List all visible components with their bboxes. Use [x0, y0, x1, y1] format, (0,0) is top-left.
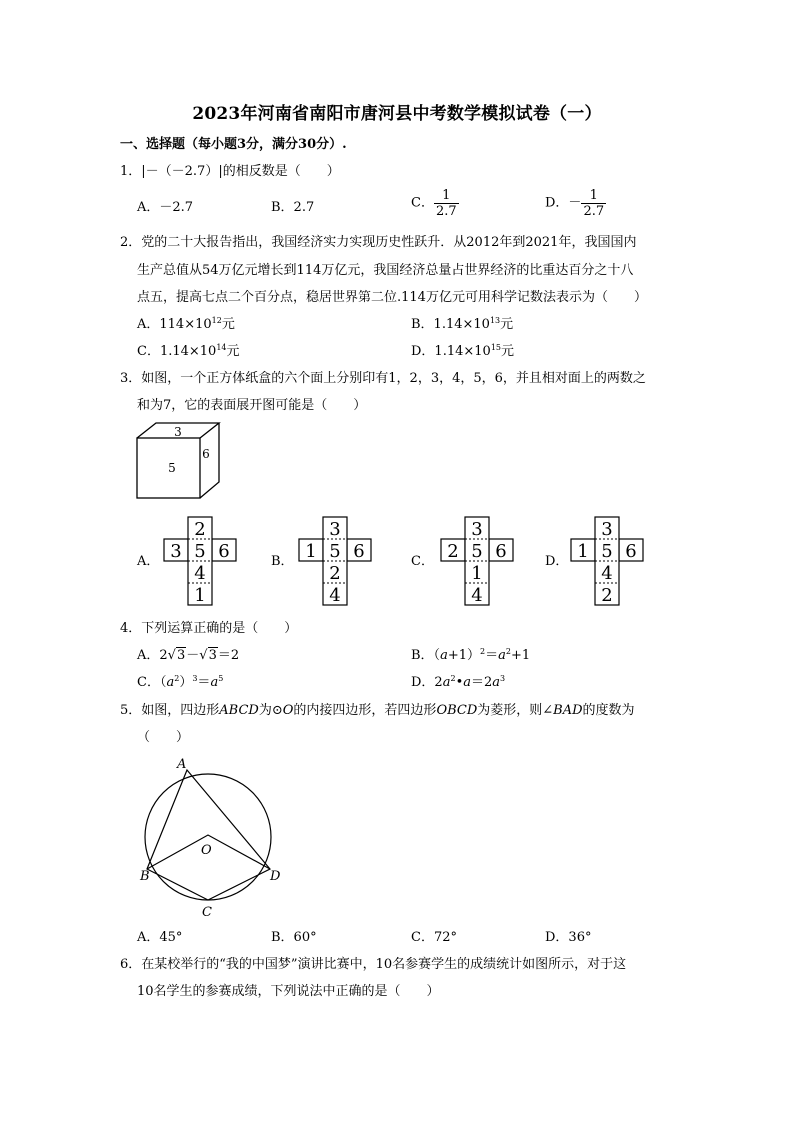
net-a-right: 6 — [218, 541, 230, 562]
net-d-below: 4 — [601, 563, 613, 584]
net-a-bottom: 1 — [194, 585, 206, 606]
q2-line-2: 生产总值从54万亿元增长到114万亿元，我国经济总量占世界经济的比重达百分之十八 — [137, 263, 634, 278]
q5-option-d: D．36° — [545, 930, 592, 945]
q3-option-c-label: C． — [411, 554, 434, 569]
q5-option-b: B．60° — [271, 930, 317, 945]
net-c-center: 5 — [471, 541, 483, 562]
net-a-left: 3 — [170, 541, 182, 562]
q5-line-1: 5．如图，四边形ABCD为⊙O的内接四边形，若四边形OBCD为菱形，则∠BAD的度数为 — [120, 703, 635, 718]
q1-stem: 1．|－（－2.7）|的相反数是（ ） — [120, 164, 340, 179]
point-b-label: B — [140, 869, 150, 884]
point-d-label: D — [270, 869, 281, 884]
q2-line-3: 点五，提高七点二个百分点，稳居世界第二位.114万亿元可用科学记数法表示为（ ） — [137, 290, 647, 305]
q4-stem: 4．下列运算正确的是（ ） — [120, 621, 298, 636]
q5-line-2: （ ） — [137, 730, 190, 745]
net-d-left: 1 — [577, 541, 589, 562]
q3-line-1: 3．如图，一个正方体纸盒的六个面上分别印有1，2，3，4，5，6，并且相对面上的两数之 — [120, 371, 646, 386]
section-heading: 一、选择题（每小题3分，满分30分）. — [120, 137, 347, 152]
net-b-left: 1 — [305, 541, 317, 562]
cube-right-number: 6 — [202, 447, 210, 461]
net-a-center: 5 — [194, 541, 206, 562]
net-c-top: 3 — [471, 519, 483, 540]
q1-c-denominator: 2.7 — [435, 204, 457, 219]
point-c-label: C — [202, 905, 212, 920]
q1-option-d: D．－ $\frac{1}{2.7}$ — [545, 188, 605, 219]
net-b — [298, 515, 372, 607]
cube-top-number: 3 — [174, 425, 182, 439]
q4-option-b: B．$(a+1)^2=a^2+1$ — [411, 647, 531, 663]
q4-option-c: C．$(a^2)^3=a^5$ — [137, 674, 224, 690]
q3-option-a-label: A． — [137, 554, 160, 569]
q6-line-2: 10名学生的参赛成绩，下列说法中正确的是（ ） — [137, 984, 440, 999]
net-c-right: 6 — [495, 541, 507, 562]
q5-option-c: C．72° — [411, 930, 457, 945]
q1-d-numerator: 1 — [581, 188, 606, 204]
net-d-bottom: 2 — [601, 585, 613, 606]
q3-line-2: 和为7，它的表面展开图可能是（ ） — [137, 398, 367, 413]
q1-option-b: B．2.7 — [271, 200, 315, 215]
q4-option-a: A．2√3－√3＝2 — [137, 648, 240, 663]
q4-option-d: D．$2a^2•a=2a^3$ — [411, 674, 506, 690]
net-a — [163, 515, 237, 607]
q1-d-denominator: 2.7 — [583, 204, 605, 219]
q1-option-c: C． $\frac{1}{2.7}$ — [411, 188, 457, 219]
q2-option-c: C．$1.14\times 10^{14}$元 — [137, 343, 240, 359]
net-b-top: 3 — [329, 519, 341, 540]
q3-option-b-label: B． — [271, 554, 294, 569]
cube-figure — [130, 420, 230, 502]
net-c-below: 1 — [471, 563, 483, 584]
net-d-center: 5 — [601, 541, 613, 562]
circle-figure — [132, 750, 292, 922]
cube-front-number: 5 — [168, 461, 176, 475]
page-title: 2023年河南省南阳市唐河县中考数学模拟试卷（一） — [192, 104, 602, 124]
net-a-top: 2 — [194, 519, 206, 540]
net-a-below: 4 — [194, 563, 206, 584]
q1-option-a: A．－2.7 — [137, 200, 194, 215]
net-d-top: 3 — [601, 519, 613, 540]
q2-option-b: B．$1.14\times 10^{13}$元 — [411, 316, 514, 332]
q2-option-a: A．$114\times 10^{12}$元 — [137, 316, 235, 332]
net-c — [440, 515, 514, 607]
point-o-label: O — [201, 843, 212, 858]
net-b-right: 6 — [353, 541, 365, 562]
q5-option-a: A．45° — [137, 930, 183, 945]
net-d — [570, 515, 644, 607]
net-b-center: 5 — [329, 541, 341, 562]
net-c-bottom: 4 — [471, 585, 483, 606]
net-c-left: 2 — [447, 541, 459, 562]
q6-line-1: 6．在某校举行的“我的中国梦”演讲比赛中，10名参赛学生的成绩统计如图所示，对于这 — [120, 957, 627, 972]
q3-option-d-label: D． — [545, 554, 569, 569]
q1-c-numerator: 1 — [434, 188, 459, 204]
q2-line-1: 2．党的二十大报告指出，我国经济实力实现历史性跃升．从2012年到2021年，我国国内 — [120, 235, 637, 250]
point-a-label: A — [177, 757, 187, 772]
net-b-below: 2 — [329, 563, 341, 584]
q2-option-d: D．$1.14\times 10^{15}$元 — [411, 343, 515, 359]
net-d-right: 6 — [625, 541, 637, 562]
net-b-bottom: 4 — [329, 585, 341, 606]
